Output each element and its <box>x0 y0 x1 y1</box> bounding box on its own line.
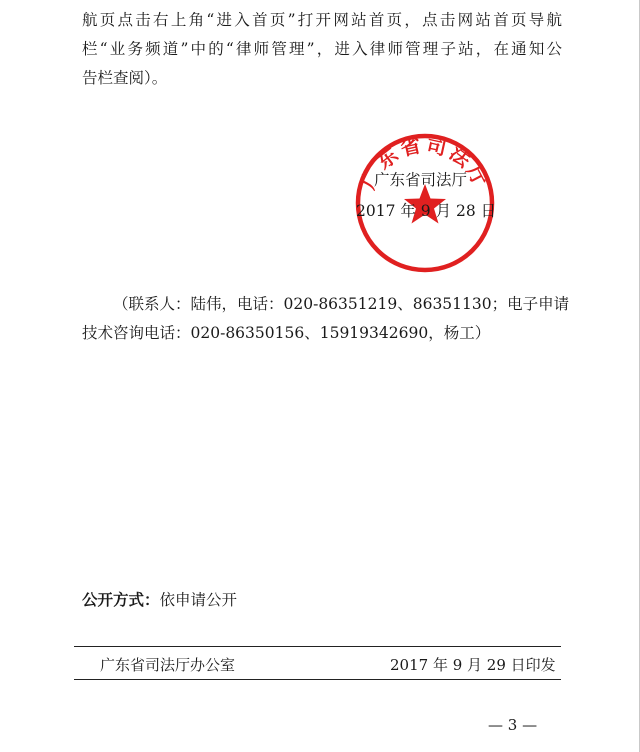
contact-line: （联系人：陆伟，电话：020-86351219、86351130；电子申请 <box>113 295 570 313</box>
signature-date: 2017 年 9 月 28 日 <box>356 202 497 220</box>
paragraph-line: 航页点击右上角“进入首页”打开网站首页，点击网站首页导航 <box>82 11 562 29</box>
paragraph-line: 告栏查阅）。 <box>82 69 168 87</box>
footer-rule-bottom <box>74 679 561 680</box>
contact-line: 技术咨询电话：020-86350156、15919342690，杨工） <box>82 324 491 342</box>
disclosure-value: 依申请公开 <box>159 591 238 609</box>
disclosure-label: 公开方式： <box>82 591 160 609</box>
notice-paragraph <box>82 6 562 93</box>
signature-organization: 广东省司法厅 <box>374 171 468 189</box>
disclosure-method <box>82 588 237 610</box>
footer-issuer: 广东省司法厅办公室 <box>100 656 236 674</box>
contact-paragraph <box>82 290 570 348</box>
paragraph-line: 栏“业务频道”中的“律师管理”，进入律师管理子站，在通知公 <box>82 40 562 58</box>
footer-rule-top <box>74 646 561 647</box>
footer-issue-date: 2017 年 9 月 29 日印发 <box>390 656 556 674</box>
page-number: — 3 — <box>488 716 538 734</box>
seal-text: 广东省司法厅 <box>355 132 495 193</box>
